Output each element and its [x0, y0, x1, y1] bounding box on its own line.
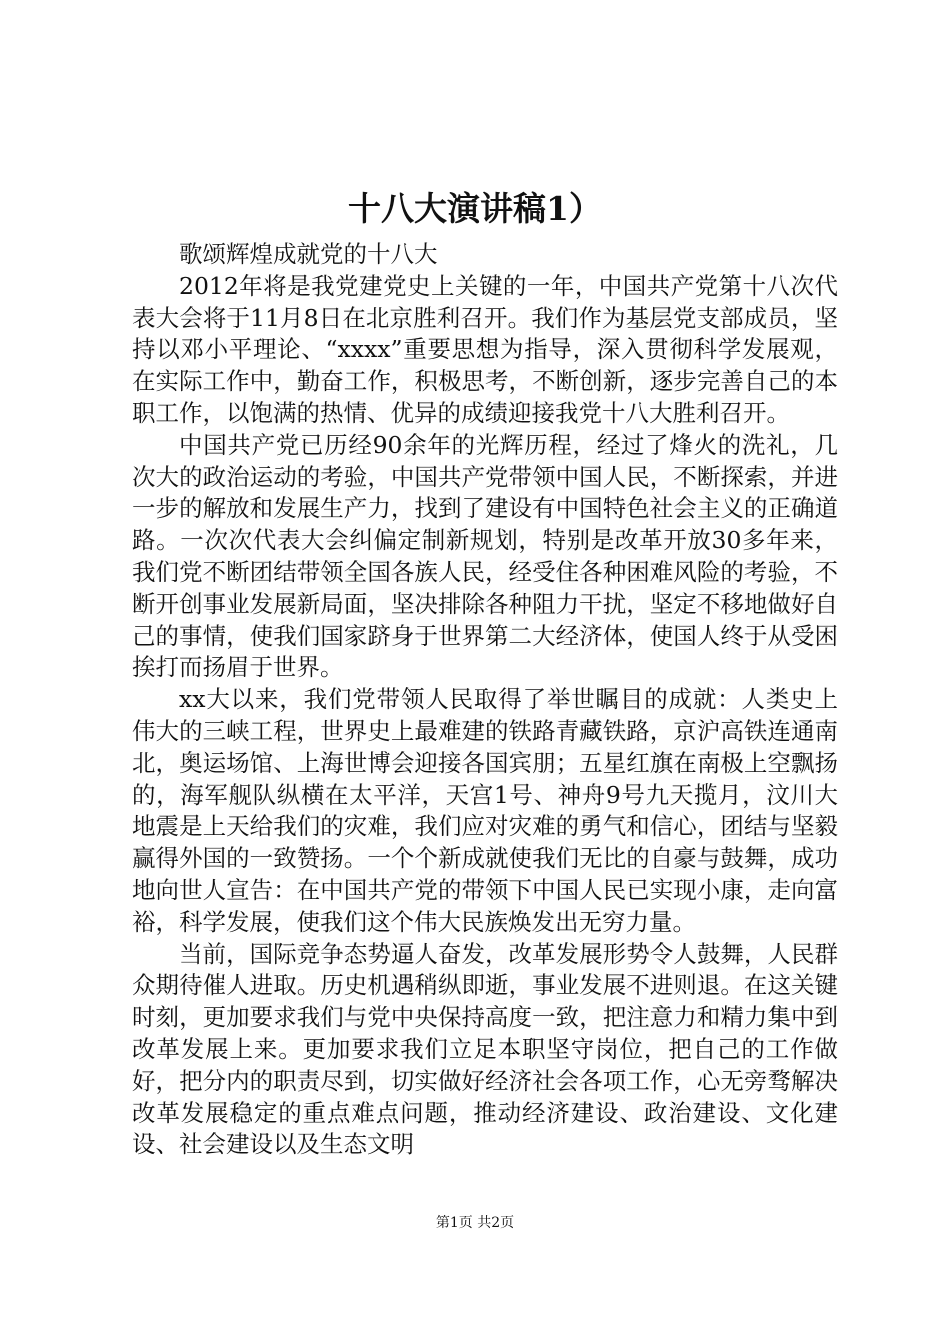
body-paragraph: xx大以来，我们党带领人民取得了举世瞩目的成就：人类史上伟大的三峡工程，世界史上最难建的铁路青藏铁路，京沪高铁连通南北，奥运场馆、上海世博会迎接各国宾朋；五星红旗在南极上空飘扬的，海军舰队纵横在太平洋，天宫1号、神舟9号九天揽月，汶川大地震是上天给我们的灾难，我们应对灾难的勇气和信心，团结与坚毅赢得外国的一致赞扬。一个个新成就使我们无比的自豪与鼓舞，成功地向世人宣告：在中国共产党的带领下中国人民已实现小康，走向富裕，科学发展，使我们这个伟大民族焕发出无穷力量。	[132, 685, 838, 936]
subtitle-paragraph: 歌颂辉煌成就党的十八大	[179, 240, 438, 268]
body-paragraph: 2012年将是我党建党史上关键的一年，中国共产党第十八次代表大会将于11月8日在北京胜利召开。我们作为基层党支部成员，坚持以邓小平理论、“xxxx”重要思想为指导，深入贯彻科学发展观，在实际工作中，勤奋工作，积极思考，不断创新，逐步完善自己的本职工作，以饱满的热情、优异的成绩迎接我党十八大胜利召开。	[132, 271, 838, 427]
page-footer: 第1页 共2页	[435, 1215, 515, 1231]
document-body	[132, 239, 838, 1161]
body-paragraph: 当前，国际竞争态势逼人奋发，改革发展形势令人鼓舞，人民群众期待催人进取。历史机遇稍纵即逝，事业发展不进则退。在这关键时刻，更加要求我们与党中央保持高度一致，把注意力和精力集中到改革发展上来。更加要求我们立足本职坚守岗位，把自己的工作做好，把分内的职责尽到，切实做好经济社会各项工作，心无旁骛解决改革发展稳定的重点难点问题，推动经济建设、政治建设、文化建设、社会建设以及生态文明	[132, 939, 838, 1159]
document-title: 十八大演讲稿1）	[348, 189, 602, 228]
body-paragraph: 中国共产党已历经90余年的光辉历程，经过了烽火的洗礼，几次大的政治运动的考验，中国共产党带领中国人民，不断探索，并进一步的解放和发展生产力，找到了建设有中国特色社会主义的正确道路。一次次代表大会纠偏定制新规划，特别是改革开放30多年来，我们党不断团结带领全国各族人民，经受住各种困难风险的考验，不断开创事业发展新局面，坚决排除各种阻力干扰，坚定不移地做好自己的事情，使我们国家跻身于世界第二大经济体，使国人终于从受困挨打而扬眉于世界。	[132, 430, 838, 682]
